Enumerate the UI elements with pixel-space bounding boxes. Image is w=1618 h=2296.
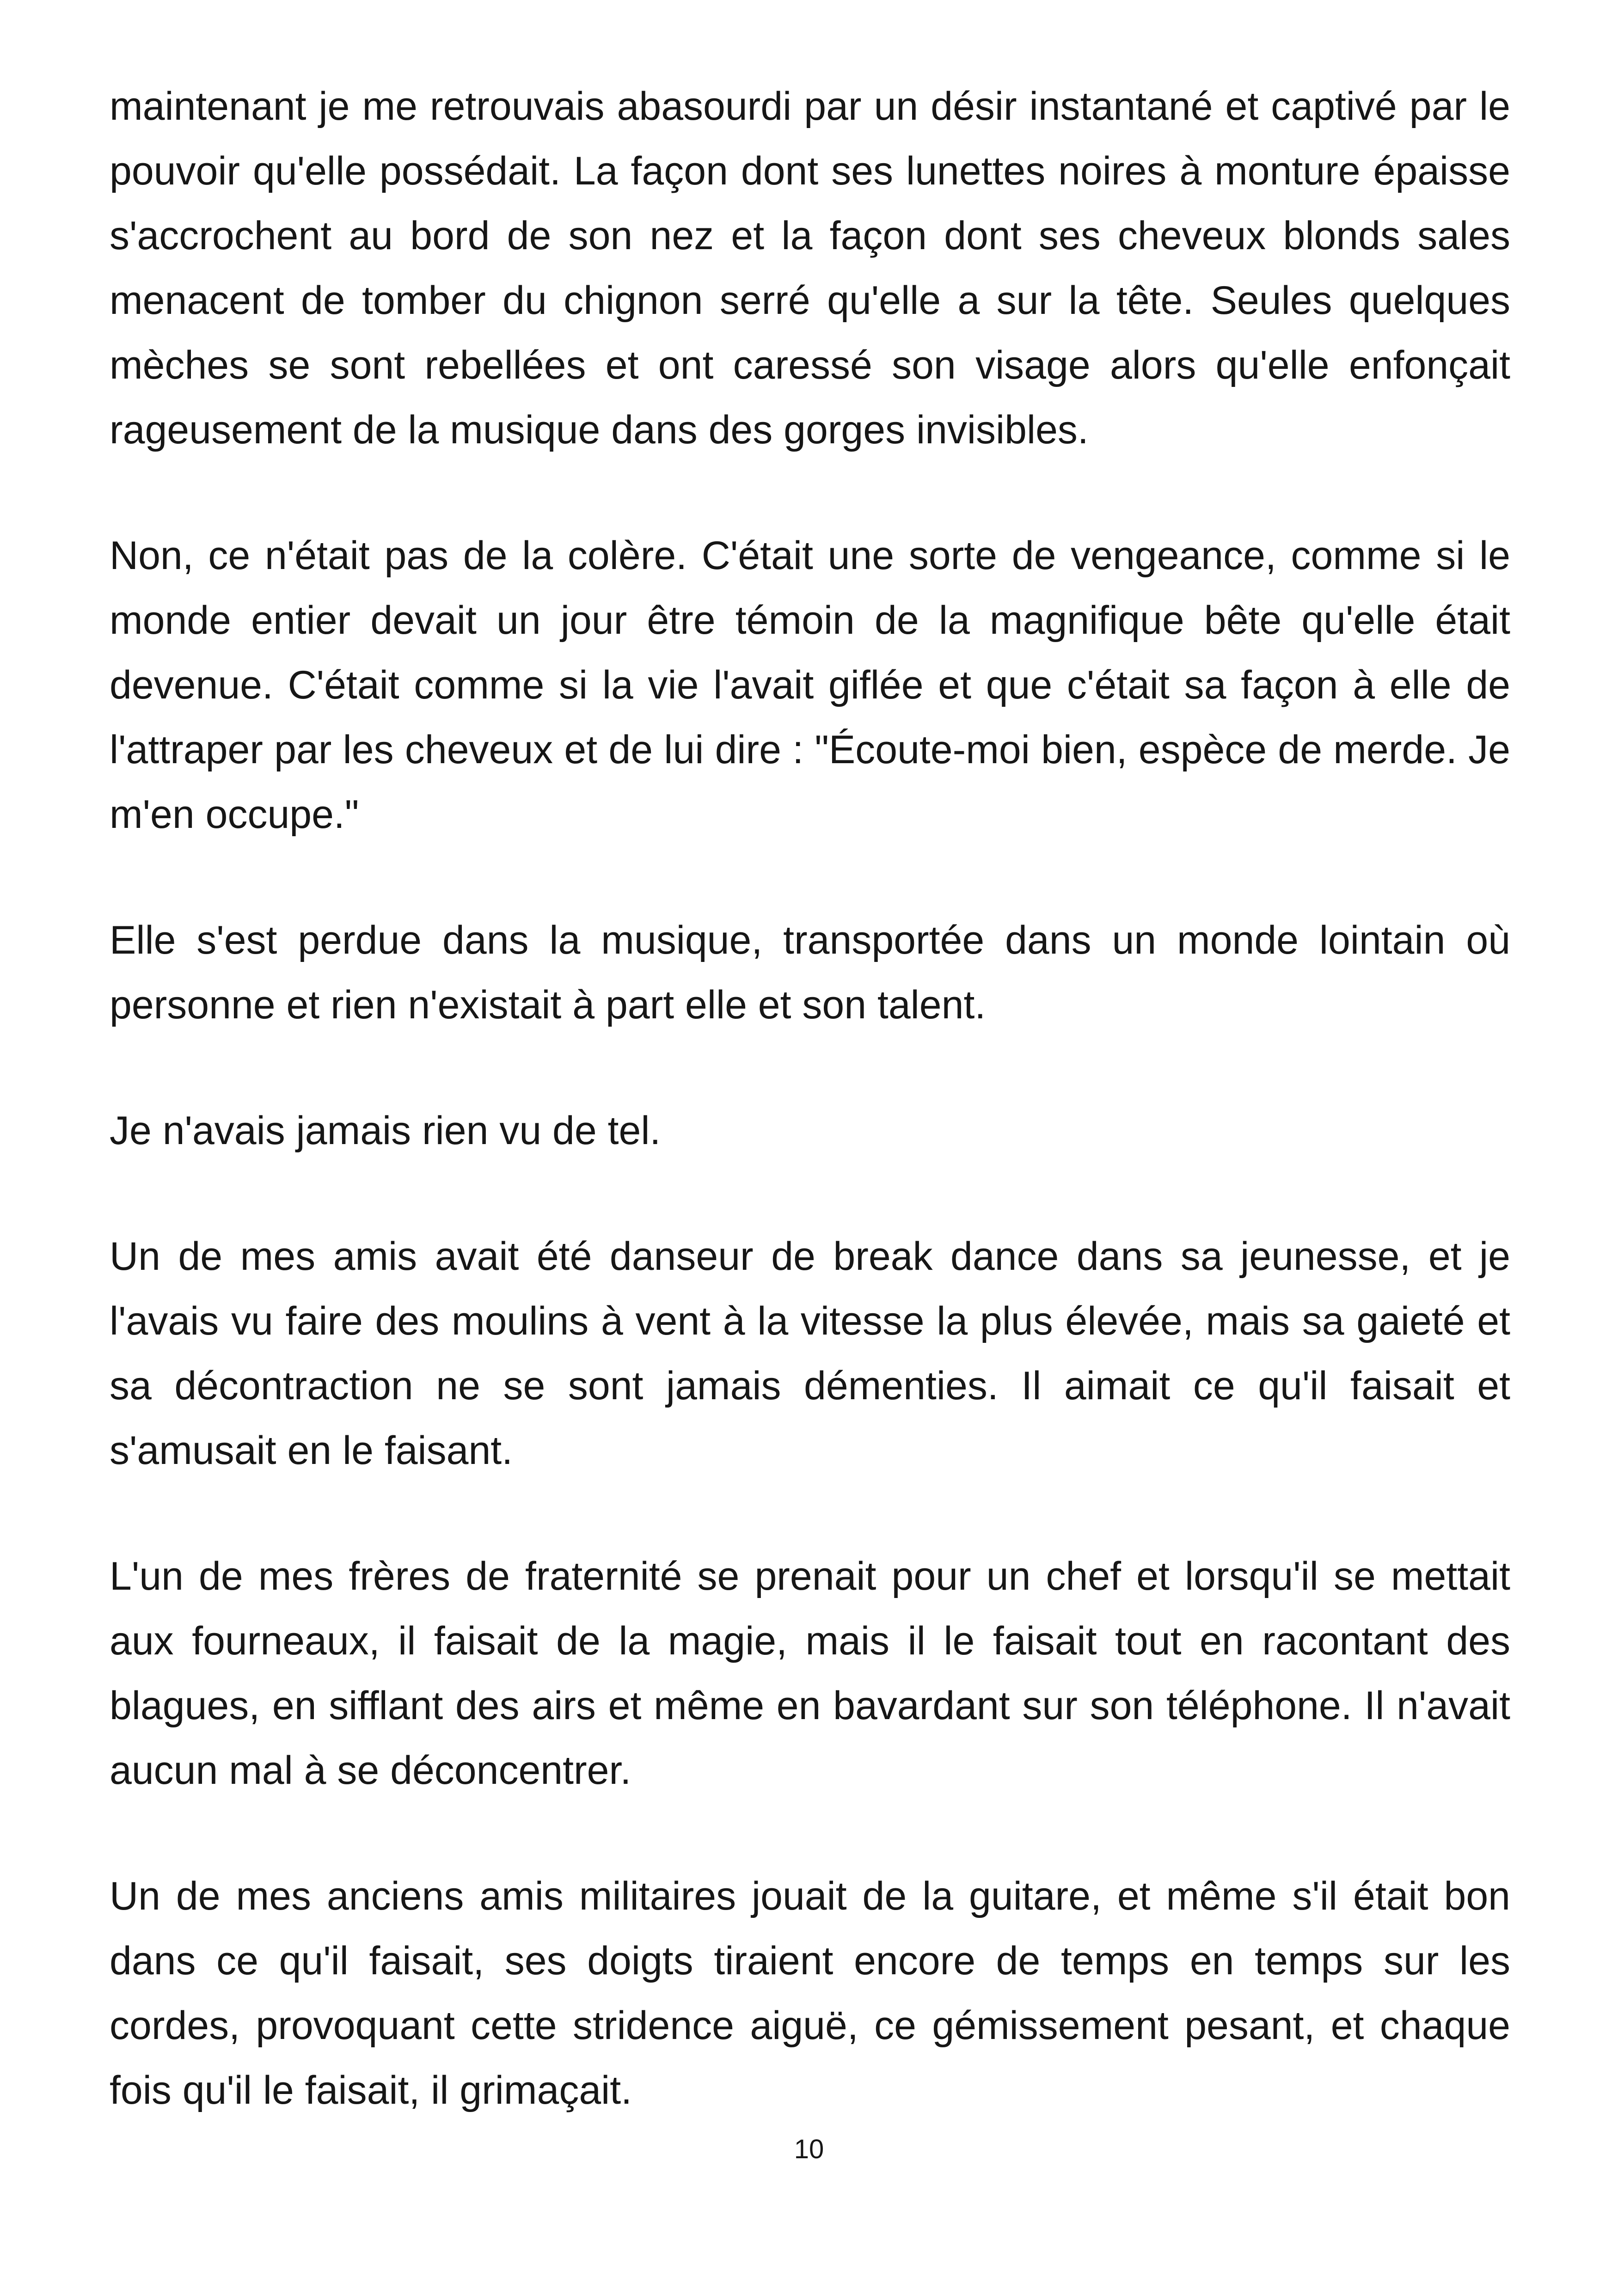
body-text [110,74,1510,2184]
paragraph-1: maintenant je me retrouvais abasourdi par un désir instantané et captivé par le pouvoir qu'elle possédait. La façon dont ses lunettes noires à monture épaisse s'accrochent au bord de son nez et la façon dont ses cheveux blonds sales menacent de tomber du chignon serré qu'elle a sur la tête. Seules quelques mèches se sont rebellées et ont caressé son visage alors qu'elle enfonçait rageusement de la musique dans des gorges invisibles. [110,84,1510,452]
paragraph-2: Non, ce n'était pas de la colère. C'était une sorte de vengeance, comme si le monde entier devait un jour être témoin de la magnifique bête qu'elle était devenue. C'était comme si la vie l'avait giflée et que c'était sa façon à elle de l'attraper par les cheveux et de lui dire : "Écoute-moi bien, espèce de merde. Je m'en occupe." [110,533,1510,837]
paragraph-6: L'un de mes frères de fraternité se prenait pour un chef et lorsqu'il se mettait aux fourneaux, il faisait de la magie, mais il le faisait tout en racontant des blagues, en sifflant des airs et même en bavardant sur son téléphone. Il n'avait aucun mal à se déconcentrer. [110,1554,1510,1793]
paragraph-5: Un de mes amis avait été danseur de break dance dans sa jeunesse, et je l'avais vu faire des moulins à vent à la vitesse la plus élevée, mais sa gaieté et sa décontraction ne se sont jamais démenties. Il aimait ce qu'il faisait et s'amusait en le faisant. [110,1234,1510,1473]
paragraph-3: Elle s'est perdue dans la musique, transportée dans un monde lointain où personne et rien n'existait à part elle et son talent. [110,918,1510,1027]
page-number: 10 [794,2134,824,2164]
paragraph-4: Je n'avais jamais rien vu de tel. [110,1108,661,1153]
paragraph-7: Un de mes anciens amis militaires jouait de la guitare, et même s'il était bon dans ce qu'il faisait, ses doigts tiraient encore de temps en temps sur les cordes, provoquant cette stridence aiguë, ce gémissement pesant, et chaque fois qu'il le faisait, il grimaçait. [110,1874,1510,2112]
